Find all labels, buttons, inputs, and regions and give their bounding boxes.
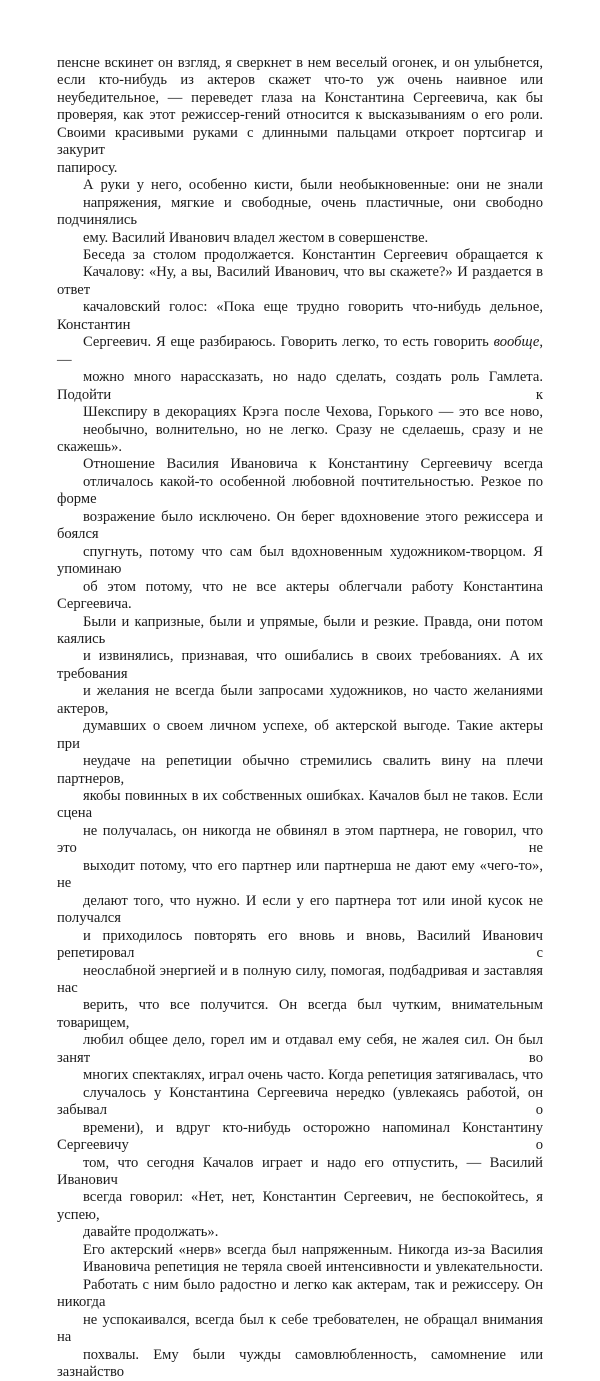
text-line: ему. Василий Иванович владел жестом в совершенстве.: [83, 229, 429, 246]
text-line: папиросу.: [57, 159, 118, 176]
text-line: давайте продолжать».: [83, 1224, 219, 1241]
text-line: и приходилось повторять его вновь и вновь, Василий Иванович репетировал с: [57, 927, 543, 962]
text-line: напряжения, мягкие и свободные, очень пластичные, они свободно подчинялись: [57, 194, 543, 229]
text-line: Шекспиру в декорациях Крэга после Чехова, Горького — это все ново,: [83, 404, 543, 421]
text-line: Были и капризные, были и упрямые, были и резкие. Правда, они потом каялись: [57, 613, 543, 647]
text-line: об этом потому, что не все актеры облегчали работу Константина Сергеевича.: [57, 578, 543, 613]
text-line: отличалось какой-то особенной любовной почтительностью. Резкое по форме: [57, 473, 543, 508]
text-line: возражение было исключено. Он берег вдохновение этого режиссера и боялся: [57, 508, 543, 543]
text-line: верить, что все получится. Он всегда был чутким, внимательным товарищем,: [57, 997, 543, 1031]
text-line: том, что сегодня Качалов играет и надо его отпустить, — Василий Иванович: [57, 1154, 543, 1188]
paragraph: [57, 55, 543, 177]
text-line: времени), и вдруг кто-нибудь осторожно напоминал Константину Сергеевичу о: [57, 1119, 543, 1154]
text-line: Работать с ним было радостно и легко как актерам, так и режиссеру. Он никогда: [57, 1276, 543, 1311]
text-line: Ивановича репетиция не теряла своей интенсивности и увлекательности.: [83, 1259, 543, 1276]
text-line: многих спектаклях, играл очень часто. Когда репетиция затягивалась, что: [83, 1067, 543, 1084]
text-line: всегда говорил: «Нет, нет, Константин Сергеевич, не беспокойтесь, я успею,: [57, 1189, 543, 1223]
text-line: Сергеевич. Я еще разбираюсь. Говорить легко, то есть говорить вообще, —: [57, 334, 543, 368]
text-line: Его актерский «нерв» всегда был напряженным. Никогда из-за Василия: [83, 1241, 543, 1258]
text-line: можно много нарассказать, но надо сделать, создать роль Гамлета. Подойти к: [57, 369, 543, 403]
text-line: и извинялись, признавая, что ошибались в своих требованиях. А их требования: [57, 648, 543, 682]
text-line: похвалы. Ему были чужды самовлюбленность, самомнение или зазнайство: [57, 1346, 543, 1380]
paragraph: [57, 1242, 543, 1381]
text-line: спугнуть, потому что сам был вдохновенным художником-творцом. Я упоминаю: [57, 543, 543, 578]
text-line: не успокаивался, всегда был к себе требователен, не обращал внимания на: [57, 1311, 543, 1346]
text-line: не получалась, он никогда не обвинял в этом партнера, не говорил, что это не: [57, 822, 543, 857]
text-line: Качалову: «Ну, а вы, Василий Иванович, что вы скажете?» И раздается в ответ: [57, 264, 543, 298]
paragraph: [57, 177, 543, 247]
document-page: [57, 55, 543, 1381]
text-line: случалось у Константина Сергеевича нередко (увлекаясь работой, он забывал о: [57, 1084, 543, 1119]
text-line: выходит потому, что его партнер или партнерша не дают ему «чего-то», не: [57, 857, 543, 892]
emphasis: вообще: [493, 334, 540, 351]
text-line: неудаче на репетиции обычно стремились свалить вину на плечи партнеров,: [57, 753, 543, 787]
text-line: А руки у него, особенно кисти, были необыкновенные: они не знали: [83, 177, 543, 194]
text-line: если кто-нибудь из актеров скажет что-то уж очень наивное или: [57, 72, 543, 89]
text-line: проверяя, как этот режиссер-гений относится к высказываниям о его роли.: [57, 107, 543, 124]
text-line: необычно, волнительно, но не легко. Сразу не сделаешь, сразу и не скажешь».: [57, 421, 543, 455]
text-line: Беседа за столом продолжается. Константин Сергеевич обращается к: [83, 246, 543, 263]
text-line: любил общее дело, горел им и отдавал ему себя, не жалея сил. Он был занят во: [57, 1032, 543, 1066]
paragraph: [57, 456, 543, 1241]
text-line: пенсне вскинет он взгляд, я сверкнет в нем веселый огонек, и он улыбнется,: [57, 55, 543, 71]
text-line: якобы повинных в их собственных ошибках. Качалов был не таков. Если сцена: [57, 788, 543, 822]
text-line: думавших о своем личном успехе, об актерской выгоде. Такие актеры при: [57, 718, 543, 752]
text-line: неослабной энергией и в полную силу, помогая, подбадривая и заставляя нас: [57, 962, 543, 997]
paragraph: [57, 247, 543, 456]
text-line: Своими красивыми руками с длинными пальцами откроет портсигар и закурит: [57, 124, 543, 159]
text-line: Отношение Василия Ивановича к Константину Сергеевичу всегда: [83, 456, 543, 473]
text-line: делают того, что нужно. И если у его партнера тот или иной кусок не получался: [57, 892, 543, 927]
text-line: и желания не всегда были запросами художников, но часто желаниями актеров,: [57, 683, 543, 717]
text-line: качаловский голос: «Пока еще трудно говорить что-нибудь дельное, Константин: [57, 299, 543, 333]
text-line: неубедительное, — переведет глаза на Константина Сергеевича, как бы: [57, 89, 543, 106]
